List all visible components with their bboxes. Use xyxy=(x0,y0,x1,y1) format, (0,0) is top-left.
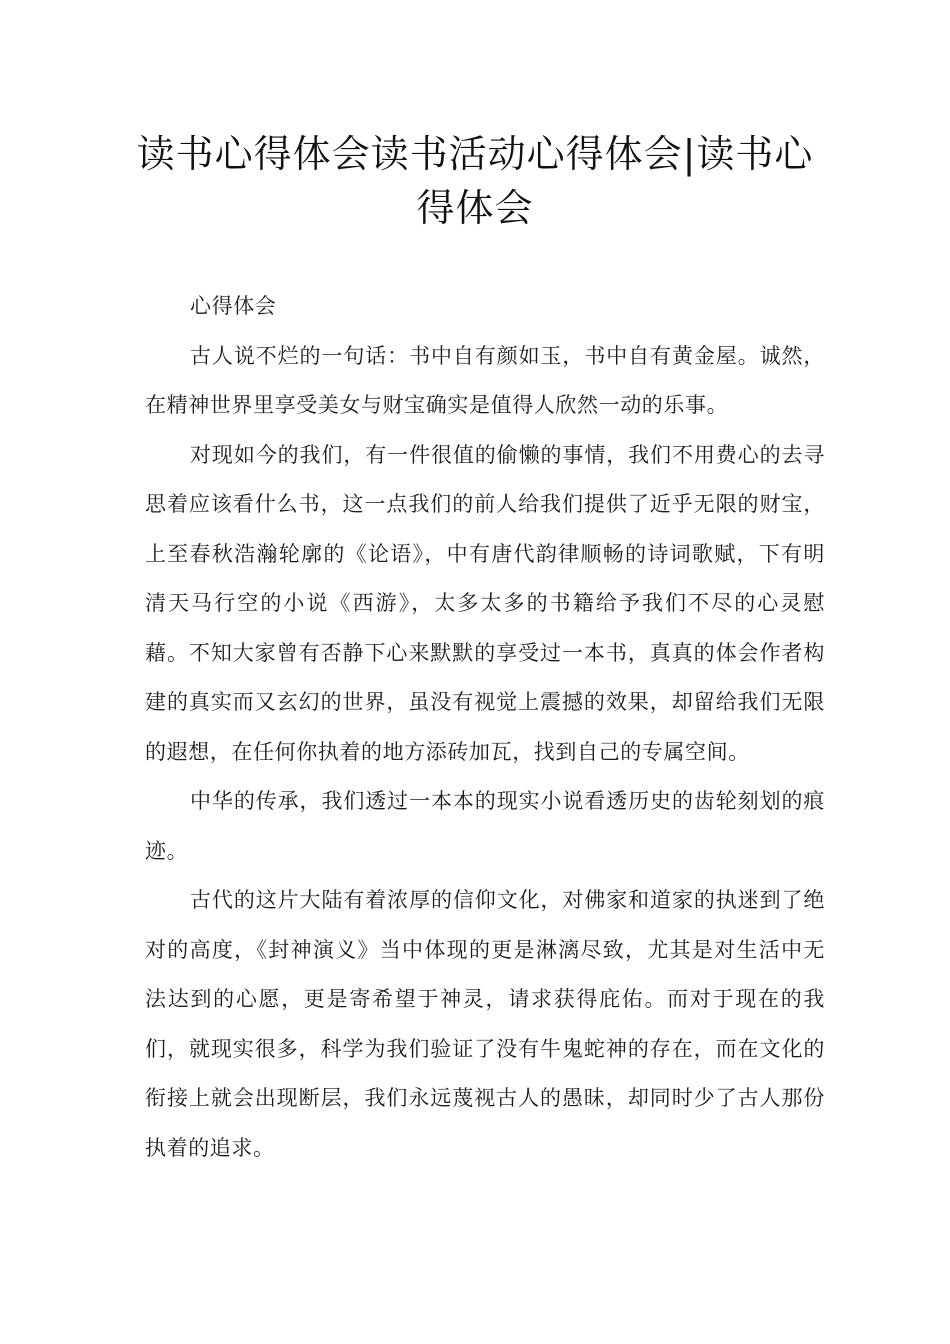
paragraph: 对现如今的我们，有一件很值的偷懒的事情，我们不用费心的去寻思着应该看什么书，这一点我们的前人给我们提供了近乎无限的财宝，上至春秋浩瀚轮廓的《论语》，中有唐代韵律顺畅的诗词歌赋，下有明清天马行空的小说《西游》，太多太多的书籍给予我们不尽的心灵慰藉。不知大家曾有否静下心来默默的享受过一本书，真真的体会作者构建的真实而又玄幻的世界，虽没有视觉上震撼的效果，却留给我们无限的遐想，在任何你执着的地方添砖加瓦，找到自己的专属空间。 xyxy=(145,442,825,764)
paragraph: 古人说不烂的一句话：书中自有颜如玉，书中自有黄金屋。诚然，在精神世界里享受美女与财宝确实是值得人欣然一动的乐事。 xyxy=(145,343,825,417)
paragraph: 中华的传承，我们透过一本本的现实小说看透历史的齿轮刻划的痕迹。 xyxy=(145,789,825,863)
document-title: 读书心得体会读书活动心得体会|读书心得体会 xyxy=(136,132,814,230)
paragraph: 古代的这片大陆有着浓厚的信仰文化，对佛家和道家的执迷到了绝对的高度，《封神演义》当中体现的更是淋漓尽致，尤其是对生活中无法达到的心愿，更是寄希望于神灵，请求获得庇佑。而对于现在的我们，就现实很多，科学为我们验证了没有牛鬼蛇神的存在，而在文化的衔接上就会出现断层，我们永远蔑视古人的愚昧，却同时少了古人那份执着的追求。 xyxy=(145,888,825,1160)
paragraph-heading: 心得体会 xyxy=(190,294,277,318)
document-body xyxy=(145,282,825,1173)
